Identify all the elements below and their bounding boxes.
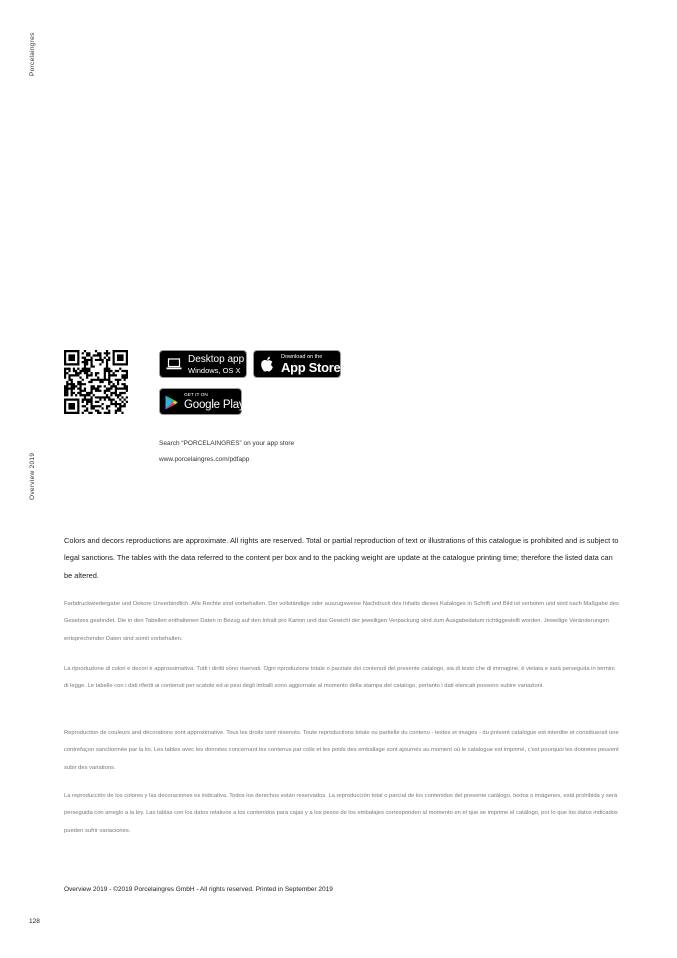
- laptop-icon: [166, 358, 182, 370]
- google-play-label: Google Play: [184, 399, 245, 411]
- app-search-hint: Search “PORCELAINGRES” on your app store: [159, 440, 295, 447]
- app-download-link[interactable]: www.porcelaingres.com/pdfapp: [159, 456, 250, 463]
- app-store-caption: Download on the: [281, 354, 323, 360]
- sidebar-brand: Porcelaingres: [29, 32, 36, 76]
- app-store-label: App Store: [281, 360, 341, 375]
- google-play-icon: [165, 395, 178, 410]
- qr-code[interactable]: [64, 350, 128, 414]
- apple-icon: [260, 356, 274, 373]
- copyright-notice-es: La reproducción de los colores y las decoraciones es indicativa. Todos los derechos están reservados. La reproducción total o parcial de los contenidos del presente catálogo, textos o imágenes, está prohibida y será perseguida con arreglo a la ley. Las tablas con los datos relativos a los contenidos para cajas y a los pesos de los embalajes corresponden al momento en el que se imprime el catálogo, por lo que los datos indicados pueden sufrir variaciones.: [64, 793, 618, 834]
- app-store-button[interactable]: [253, 350, 341, 378]
- sidebar-section-title: Overview 2019: [29, 452, 36, 500]
- desktop-app-label: Desktop app: [188, 354, 245, 365]
- google-play-button[interactable]: [159, 388, 245, 415]
- copyright-notice-it: La riproduzione di colori e decori è approssimativa. Tutti i diritti sono riservati. Ogni riproduzione totale o parziale dei contenuti del presente catalogo, sia di testo che di immagine, è vietata e sarà perseguita in termini di legge. Le tabelle con i dati riferiti ai contenuti per scatole ed ai pesi degli imballi sono aggiornate al momento della stampa del catalogo, pertanto i dati elencati possono subire variazioni.: [64, 666, 615, 690]
- page-number: 128: [29, 918, 40, 925]
- copyright-notice-de: Farbdruckwiedergabe und Dekore Unverbindlich. Alle Rechte sind vorbehalten. Der vollständige oder auszugsweise Nachdruck des Inhalts dieses Kataloges in Schrift und Bild ist verboten und wird nach Maßgabe des Gesetzes geahndet. Die in den Tabellen enthaltenen Daten in Bezug auf den Inhalt pro Karton und das Gewicht der jeweiligen Verpackung sind zum Ausgabedatum richtiggestellt worden. Jeweilige Veränderungen entsprechender Daten sind somit vorbehalten.: [64, 601, 619, 642]
- qr-modules: [64, 350, 128, 414]
- desktop-app-platforms: Windows, OS X: [188, 366, 241, 375]
- copyright-notice-en: Colors and decors reproductions are approximate. All rights are reserved. Total or partial reproduction of text or illustrations of this catalogue is prohibited and is subject to legal sanctions. The tables with the data referred to the content per box and to the packing weight are update at the catalogue printing time; therefore the listed data can be altered.: [64, 536, 619, 580]
- copyright-notice-fr: Reproduction de couleurs and décorations sont approximative. Tous les droits sont réservés. Toute reproductions totale ou partielle du contenu - textes et images - du présent catalogue est interdite et constituerait une contrefaçon sanctionnée par la loi. Les tables avec les données concernant les contenus par colis et les poids des emballage sont ajournés au moment où le catalogue est imprimé, c'est pourquoi les données peuvent subir des variations.: [64, 730, 619, 771]
- google-play-caption: GET IT ON: [184, 393, 208, 398]
- desktop-app-button[interactable]: [159, 350, 247, 378]
- footer-copyright: Overview 2019 - ©2019 Porcelaingres GmbH - All rights reserved. Printed in September 2019: [64, 886, 333, 893]
